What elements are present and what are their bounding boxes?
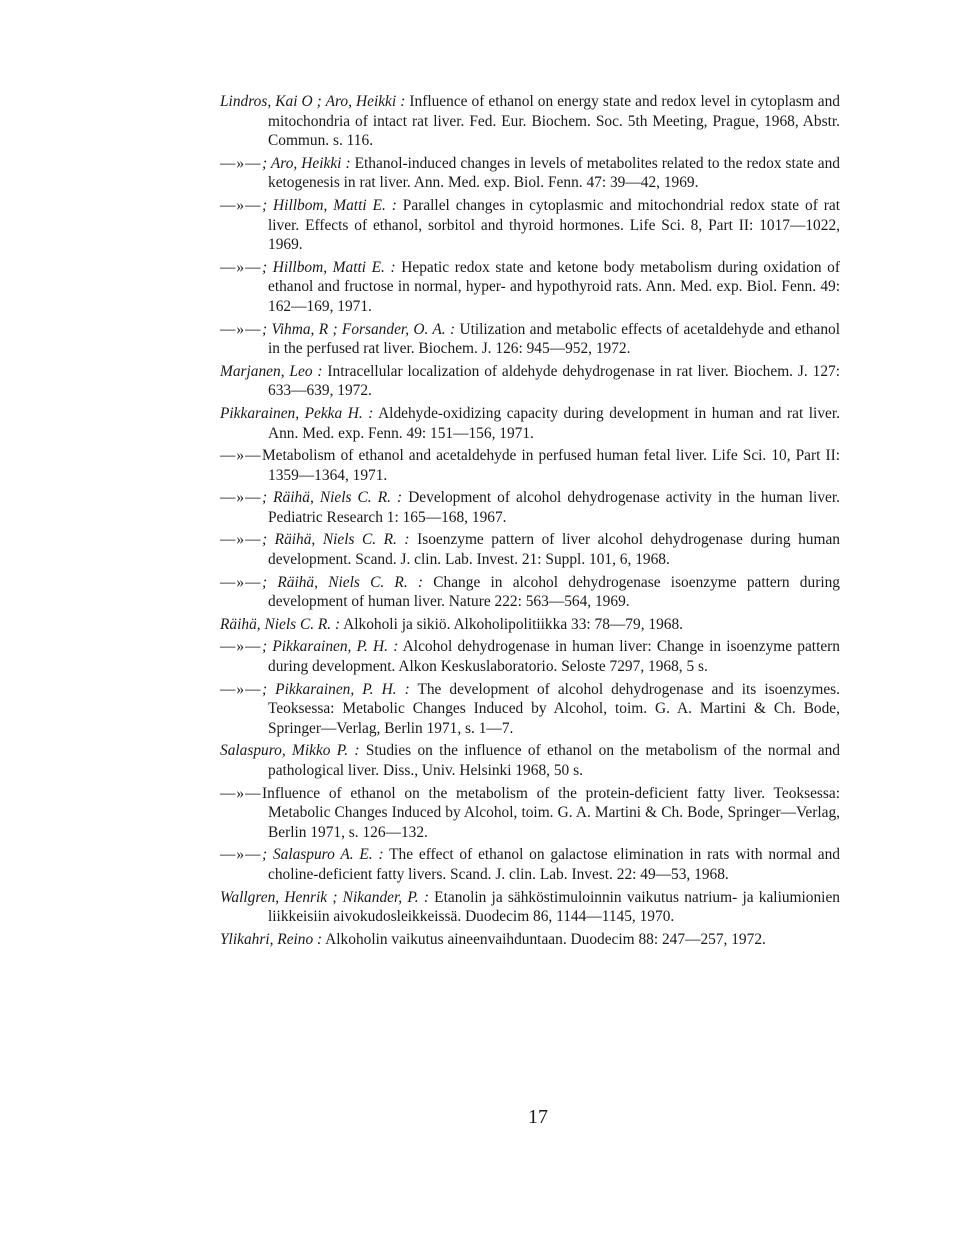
page-number: 17 [528, 1106, 548, 1128]
reference-entry [220, 930, 840, 950]
reference-entry [220, 320, 840, 359]
reference-text: Alcohol dehydrogenase in human liver: Change in isoenzyme pattern during development. Alkon Keskuslaboratorio. Seloste 7297, 1968, 5 s. [268, 638, 840, 676]
ditto-mark: —»— [220, 531, 262, 549]
reference-text: Change in alcohol dehydrogenase isoenzyme pattern during development of human liver. Nature 222: 563—564, 1969. [268, 573, 840, 611]
reference-author: Marjanen, Leo : [220, 362, 323, 380]
reference-text: The effect of ethanol on galactose elimination in rats with normal and choline-deficient fatty livers. Scand. J. clin. Lab. Invest. 22: 49—53, 1968. [268, 846, 840, 883]
reference-text: Ethanol-induced changes in levels of metabolites related to the redox state and ketogenesis in rat liver. Ann. Med. exp. Biol. Fenn. 47: 39—42, 1969. [268, 154, 840, 192]
reference-author: ; Salaspuro A. E. : [262, 846, 384, 864]
reference-text: Alkoholi ja sikiö. Alkoholipolitiikka 33: 78—79, 1968. [340, 615, 684, 633]
reference-entry [220, 573, 840, 612]
reference-author: ; Räihä, Niels C. R. : [262, 489, 403, 507]
reference-entry [220, 637, 840, 676]
ditto-mark: —»— [220, 154, 262, 172]
reference-author: ; Hillbom, Matti E. : [262, 196, 397, 214]
reference-author: ; Räihä, Niels C. R. : [262, 531, 410, 549]
reference-entry [220, 888, 840, 927]
ditto-mark: —»— [220, 784, 262, 802]
reference-text: The development of alcohol dehydrogenase and its isoenzymes. Teoksessa: Metabolic Changes Induced by Alcohol, toim. G. A. Martini & Ch. Bode, Springer—Verlag, Berlin 1971, s. 1—7. [268, 680, 840, 737]
ditto-mark: —»— [220, 573, 262, 591]
ditto-mark: —»— [220, 447, 262, 465]
reference-text: Isoenzyme pattern of liver alcohol dehydrogenase during human development. Scand. J. clin. Lab. Invest. 21: Suppl. 101, 6, 1968. [268, 531, 840, 569]
ditto-mark: —»— [220, 196, 262, 214]
reference-author: Salaspuro, Mikko P. : [220, 742, 360, 760]
reference-text: Influence of ethanol on the metabolism of the protein-deficient fatty liver. Teoksessa: Metabolic Changes Induced by Alcohol, toim. G. A. Martini & Ch. Bode, Springer—Verlag, Berlin 1971, s. 126—132. [262, 784, 840, 841]
reference-entry [220, 404, 840, 443]
ditto-mark: —»— [220, 680, 262, 698]
reference-entry [220, 362, 840, 401]
reference-author: ; Räihä, Niels C. R. : [262, 573, 424, 591]
ditto-mark: —»— [220, 320, 262, 338]
reference-entry [220, 154, 840, 193]
reference-author: Ylikahri, Reino : [220, 930, 323, 948]
reference-text: Metabolism of ethanol and acetaldehyde in perfused human fetal liver. Life Sci. 10, Part II: 1359—1364, 1971. [262, 447, 840, 484]
reference-author: Räihä, Niels C. R. : [220, 615, 341, 633]
reference-text: Development of alcohol dehydrogenase activity in the human liver. Pediatric Research 1: 165—168, 1967. [268, 489, 840, 526]
reference-author: Pikkarainen, Pekka H. : [220, 404, 374, 422]
reference-list [220, 92, 840, 952]
reference-author: ; Vihma, R ; Forsander, O. A. : [262, 320, 456, 338]
reference-text: Aldehyde-oxidizing capacity during development in human and rat liver. Ann. Med. exp. Fenn. 49: 151—156, 1971. [268, 404, 840, 442]
ditto-mark: —»— [220, 638, 262, 656]
ditto-mark: —»— [220, 258, 262, 276]
reference-entry [220, 845, 840, 884]
reference-text: Utilization and metabolic effects of acetaldehyde and ethanol in the perfused rat liver. Biochem. J. 126: 945—952, 1972. [268, 320, 840, 358]
reference-entry [220, 196, 840, 255]
reference-author: Wallgren, Henrik ; Nikander, P. : [220, 888, 429, 906]
reference-text: Intracellular localization of aldehyde dehydrogenase in rat liver. Biochem. J. 127: 633—639, 1972. [268, 362, 841, 400]
reference-entry [220, 92, 840, 151]
ditto-mark: —»— [220, 489, 262, 507]
reference-entry [220, 258, 840, 317]
reference-text: Parallel changes in cytoplasmic and mitochondrial redox state of rat liver. Effects of ethanol, sorbitol and thyroid hormones. Life Sci. 8, Part II: 1017—1022, 1969. [268, 196, 840, 254]
reference-author: ; Aro, Heikki : [262, 154, 351, 172]
reference-entry [220, 784, 840, 843]
reference-text: Studies on the influence of ethanol on the metabolism of the normal and pathological liver. Diss., Univ. Helsinki 1968, 50 s. [268, 742, 841, 779]
reference-text: Hepatic redox state and ketone body metabolism during oxidation of ethanol and fructose in normal, hyper- and hypothyroid rats. Ann. Med. exp. Biol. Fenn. 49: 162—169, 1971. [268, 258, 841, 315]
reference-text: Alkoholin vaikutus aineenvaihduntaan. Duodecim 88: 247—257, 1972. [322, 930, 766, 948]
reference-author: ; Pikkarainen, P. H. : [262, 680, 410, 698]
reference-entry [220, 680, 840, 739]
reference-entry [220, 741, 840, 780]
reference-entry [220, 530, 840, 569]
reference-author: ; Pikkarainen, P. H. : [262, 638, 399, 656]
reference-text: Etanolin ja sähköstimuloinnin vaikutus natrium- ja kaliumionien liikkeisiin aivokudosleikkeissä. Duodecim 86, 1144—1145, 1970. [268, 888, 840, 926]
reference-entry [220, 488, 840, 527]
reference-entry [220, 615, 840, 635]
reference-text: Influence of ethanol on energy state and redox level in cytoplasm and mitochondria of intact rat liver. Fed. Eur. Biochem. Soc. 5th Meeting, Prague, 1968, Abstr. Commun. s. 116. [268, 93, 841, 150]
ditto-mark: —»— [220, 846, 262, 864]
reference-entry [220, 446, 840, 485]
reference-author: ; Hillbom, Matti E. : [262, 258, 396, 276]
reference-author: Lindros, Kai O ; Aro, Heikki : [220, 93, 406, 110]
